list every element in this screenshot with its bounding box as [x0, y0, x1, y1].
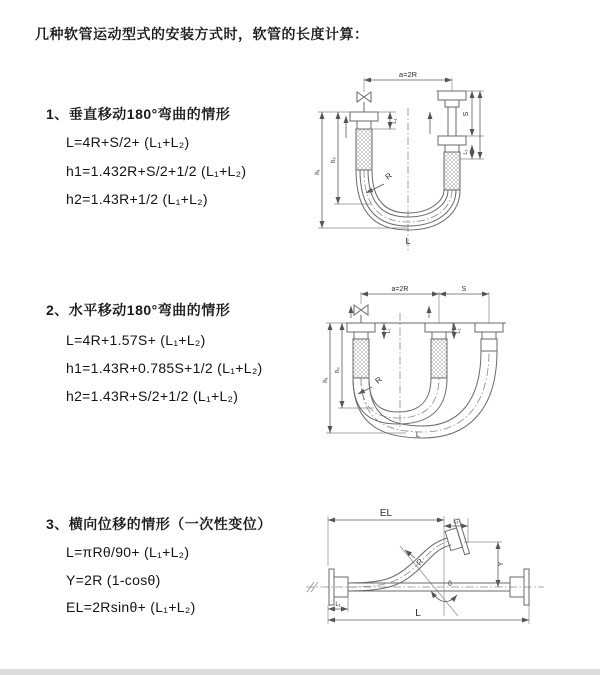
d2-stroke-dim-label: S [461, 286, 467, 293]
section-2-formula-L: L=4R+1.57S+ (L₁+L₂) [66, 332, 206, 348]
d3-y-dim-label: Y [498, 561, 505, 567]
d2-end1-dim-label: L₁ [386, 328, 392, 334]
d2-left-braid [353, 339, 369, 378]
d2-dimensions [323, 286, 489, 439]
section-1-formula-L: L=4R+S/2+ (L₁+L₂) [66, 134, 190, 150]
d2-structure [346, 305, 506, 438]
d2-h2-dim-label: h₂ [335, 367, 341, 373]
bottom-edge-strip [0, 669, 600, 675]
section-3-heading: 3、横向位移的情形（一次性变位） [46, 516, 272, 532]
section-2-formula-h1: h1=1.43R+0.785S+1/2 (L₁+L₂) [66, 360, 263, 376]
d2-mid-flange [425, 323, 453, 378]
d1-stroke-dim-label: S [463, 111, 470, 117]
d1-right-flange-lower [438, 136, 466, 190]
diagram-horizontal-180-bend [308, 278, 600, 458]
d1-h2-dim-label: h₂ [331, 157, 337, 163]
d1-width-dim-label: a=2R [398, 70, 418, 79]
d2-mid-braid [431, 339, 447, 378]
section-1-formula-h1: h1=1.432R+S/2+1/2 (L₁+L₂) [66, 163, 247, 179]
section-1-formula-h2: h2=1.43R+1/2 (L₁+L₂) [66, 191, 208, 207]
section-3-formula-L: L=πRθ/90+ (L₁+L₂) [66, 544, 190, 560]
d3-theta-label: θ [448, 581, 452, 588]
d2-extension-lines [326, 292, 489, 433]
d3-dimensions [328, 508, 529, 620]
d2-h1-dim-label: h₁ [323, 377, 329, 383]
d3-end-top-dim-label: L₁ [453, 519, 459, 525]
d1-length-label: L [405, 236, 411, 246]
d1-left-flange [350, 112, 378, 170]
d1-left-braid [356, 129, 372, 170]
d3-extension-lines [328, 516, 529, 624]
d3-radius-label: R [414, 557, 426, 568]
d2-radius-label: R [373, 374, 384, 386]
d3-el-dim-label: EL [379, 508, 393, 519]
d2-width-dim-label: a=2R [391, 286, 409, 293]
valve-icon [357, 92, 371, 112]
d1-end2-dim-label: L₂ [463, 149, 469, 155]
d2-length-label: L [415, 430, 421, 439]
d2-left-flange [347, 323, 375, 378]
section-2-heading: 2、水平移动180°弯曲的情形 [46, 302, 231, 318]
diagram-vertical-180-bend [308, 66, 598, 258]
d3-structure [306, 519, 544, 605]
d2-end2-dim-label: L₂ [456, 328, 462, 334]
section-3-formula-EL: EL=2Rsinθ+ (L₁+L₂) [66, 599, 196, 615]
d1-end1-dim-label: L₁ [392, 118, 398, 124]
page-title: 几种软管运动型式的安装方式时，软管的长度计算： [35, 26, 369, 42]
d3-end-left-dim-label: L₁ [335, 602, 341, 608]
d2-hose-position-2 [353, 351, 497, 438]
valve-icon [354, 305, 368, 323]
d1-radius-label: R [383, 170, 394, 182]
d3-length-label: L [415, 608, 421, 619]
d1-right-braid [444, 152, 460, 190]
d1-h1-dim-label: h₁ [315, 169, 321, 175]
section-1-heading: 1、垂直移动180°弯曲的情形 [46, 106, 231, 122]
d1-right-flange-upper [438, 91, 466, 136]
section-2-formula-h2: h2=1.43R+S/2+1/2 (L₁+L₂) [66, 388, 239, 404]
section-3-formula-Y: Y=2R (1-cosθ) [66, 572, 161, 588]
d2-right-flange [475, 323, 503, 351]
diagram-lateral-displacement [298, 498, 598, 673]
